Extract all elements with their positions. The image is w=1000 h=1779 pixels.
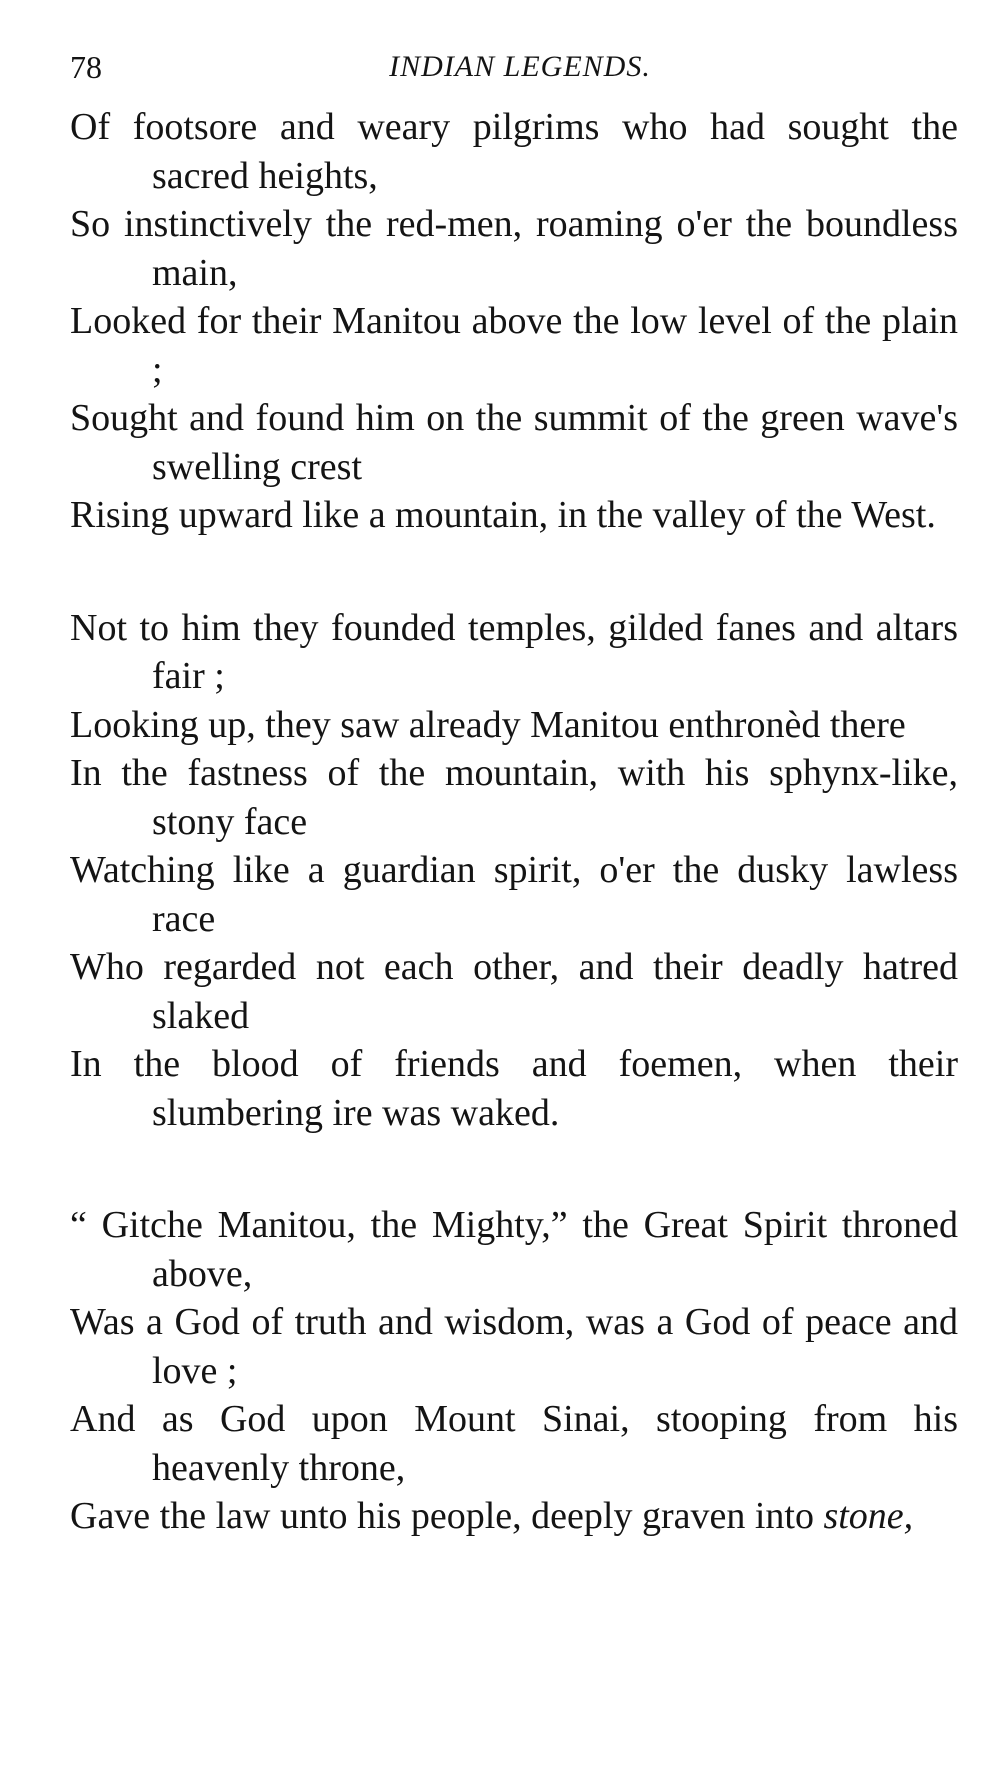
verse-line: Was a God of truth and wisdom, was a God of peace and love ;: [70, 1301, 958, 1392]
page-header: [70, 42, 930, 92]
verse-line: So instinctively the red-men, roaming o'er the boundless main,: [70, 203, 958, 294]
verse-line: Of footsore and weary pilgrims who had sought the sacred heights,: [70, 106, 958, 197]
verse-line: And as God upon Mount Sinai, stooping from his heavenly throne,: [70, 1398, 958, 1489]
page-number: 78: [70, 49, 102, 85]
verse-line: Rising upward like a mountain, in the valley of the West.: [70, 494, 936, 536]
verse-italic-word: stone,: [823, 1495, 914, 1537]
verse-line: In the fastness of the mountain, with his sphynx-like, stony face: [70, 752, 958, 843]
stanza-1: [70, 103, 958, 540]
verse-line-last: [70, 1492, 958, 1541]
verse-line: Looking up, they saw already Manitou enthronèd there: [70, 703, 906, 746]
verse-line: Who regarded not each other, and their deadly hatred slaked: [70, 946, 958, 1037]
running-title: INDIAN LEGENDS.: [389, 50, 651, 83]
verse-line: In the blood of friends and foemen, when their slumbering ire was waked.: [70, 1043, 958, 1134]
verse-line: Not to him they founded temples, gilded fanes and altars fair ;: [70, 606, 958, 697]
poem-body: [70, 103, 958, 1541]
verse-line: “ Gitche Manitou, the Mighty,” the Great Spirit throned above,: [70, 1204, 958, 1295]
stanza-2: [70, 604, 958, 1138]
verse-line: Watching like a guardian spirit, o'er the dusky lawless race: [70, 849, 958, 940]
verse-line-text: Gave the law unto his people, deeply graven into: [70, 1495, 814, 1537]
verse-line: Looked for their Manitou above the low level of the plain ;: [70, 300, 958, 391]
verse-line: Sought and found him on the summit of the green wave's swelling crest: [70, 397, 958, 488]
stanza-3: [70, 1201, 958, 1541]
